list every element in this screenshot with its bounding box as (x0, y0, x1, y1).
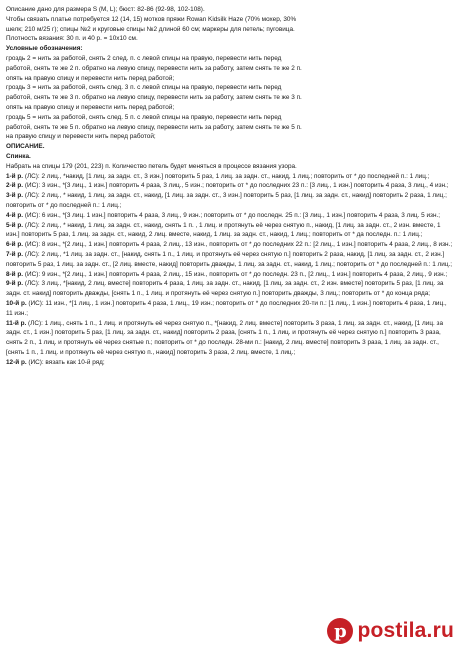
pattern-row (6, 319, 454, 358)
pattern-row (6, 358, 454, 368)
row-number-label: 9-й р. (6, 280, 24, 288)
pattern-row (6, 211, 454, 221)
row-number-label: 8-й р. (6, 270, 24, 278)
back-intro: Набрать на спицы 179 (201, 223) п. Количество петель будет меняться в процессе вязания узора. (6, 162, 297, 170)
legend-line: на правую спицу и перевести нить перед работой; (6, 133, 156, 141)
row-instructions: (ЛС): 2 лиц., * накид, 1 лиц. за задн. ст., накид, снять 1 п. , 1 лиц. и протянуть её через снятую п., накид, [1 лиц. за задн. ст., 2 изн. вместе, 1 изн.] повторить 5 раз, 1 лиц. за задн. ст., накид, 2 лиц. вместе, накид, 1 лиц. за задн. ст., накид, 1 лиц.; повторить от * да последн. п.: 1 лиц.; (6, 221, 441, 239)
row-number-label: 4-й р. (6, 211, 24, 219)
pattern-row (6, 221, 454, 241)
row-instructions: (ЛС): 2 лиц., *накид, [1 лиц. за задн. ст., 3 изн.] повторить 5 раз, 1 лиц. за задн. ст., накид, 1 лиц.; повторить от * до последней п.: 1 лиц.; (23, 172, 430, 180)
row-number-label: 5-й р. (6, 221, 24, 229)
row-instructions: (ИС): 8 изн., *[2 лиц., 1 изн.] повторить 4 раза, 2 лиц., 13 изн., повторить от * до последних 22 п.: [2 лиц., 1 изн.] повторить 4 раза, 2 лиц., 8 изн.; (23, 241, 453, 249)
row-number-label: 3-й р. (6, 192, 24, 200)
intro-line: Плотность вязания: 30 п. и 40 р. = 10х10 см. (6, 35, 138, 43)
legend-line: гроздь 5 = нить за работой, снять след. 5 п. с левой спицы на правую, перевести нить перед (6, 113, 282, 121)
row-instructions: (ЛС): 1 лиц., снять 1 п., 1 лиц. и протянуть её через снятую п., *[накид, 2 лиц. вместе] повторить 3 раза, 1 лиц. за задн. ст., накид, [1 лиц. за задн. ст., 1 изн.] повторить 5 раз, [1 лиц. за задн. ст., накид] повторить 2 раза, [снять 1 п., 1 лиц. и протянуть её через снятую п.] повторить 3 раза, снять 2 п., 1 лиц. и протянуть её через снятые п.; повторить от * до последн. 28-ми п.: [накид, 2 лиц. вместе] повторить 3 раза, 1 лиц. за задн. ст., [снять 1 п., 1 лиц. и протянуть её через снятую п., накид] повторить 3 раза, 2 лиц. вместе, 1 лиц.; (6, 319, 444, 356)
intro-line: Описание дано для размера S (M, L); бюст: 82-86 (92-98, 102-108). (6, 6, 205, 13)
pattern-row (6, 191, 454, 211)
legend-line: работой, снять те же 5 п. обратно на левую спицу, перевести нить за работу, затем снять те же 5 п. (6, 123, 302, 131)
row-instructions: (ИС): 11 изн., *[1 лиц., 1 изн.] повторить 4 раза, 1 лиц., 19 изн.; повторить от * до последних 20-ти п.: [1 лиц., 1 изн.] повторить 4 раза, 1 лиц., 11 изн.; (6, 299, 447, 317)
row-instructions: (ИС): 9 изн., *[2 лиц., 1 изн.] повторить 4 раза, 2 лиц., 15 изн., повторить от * до последн. 23 п., [2 лиц., 1 изн.] повторить 4 раза, 2 лиц., 9 изн.; (23, 270, 448, 278)
row-number-label: 2-й р. (6, 182, 24, 190)
row-number-label: 10-й р. (6, 299, 27, 307)
postila-watermark (327, 618, 454, 644)
intro-line: Чтобы связать платье потребуется 12 (14, 15) мотков пряжи Rowan Kidsilk Haze (70% мохер, 30% (6, 15, 297, 23)
intro-line: шелк; 210 м/25 г); спицы №2 и круговые спицы №2 длиной 60 см; маркеры для петель; пуговица. (6, 25, 295, 33)
row-instructions: (ЛС): 2 лиц., * накид, 1 лиц. за задн. ст., накид, [1 лиц. за задн. ст., 3 изн.] повторить 5 раз, [1 лиц. за задн. ст., накид] повторить 2 раза, 1 лиц.; повторить от * до последней п.: 1 лиц.; (6, 192, 447, 209)
rows-block (6, 172, 454, 368)
row-number-label: 11-й р. (6, 319, 27, 327)
pattern-row (6, 270, 454, 280)
postila-logo-icon: p (327, 618, 353, 644)
row-instructions: (ИС): 6 изн., *[3 лиц. 1 изн.] повторить 4 раза, 3 лиц., 9 изн.; повторить от * до последн. 25 п.: [3 лиц., 1 изн.] повторить 4 раза, 3 лиц. 5 изн.; (23, 211, 441, 219)
row-number-label: 1-й р. (6, 172, 24, 180)
row-instructions: (ЛС): 2 лиц., *1 лиц. за задн. ст., [накид, снять 1 п., 1 лиц. и протянуть её через снятую п.] повторить 2 раза, накид, [1 лиц. за задн. ст., 2 изн.] повторить 5 раз, 1 лиц. за задн. ст., [2 лиц. вместе, накид] повторить дважды, 1 лиц. за задн. ст., накид, 1 лиц.; повторить от * до последней п.: 1 лиц.; (6, 250, 453, 268)
watermark-brand: postila.ru (357, 619, 454, 642)
pattern-row (6, 240, 454, 250)
legend-line: работой, снять те же 2 п. обратно на левую спицу, перевести нить за работу, затем снять те же 2 п. (6, 64, 302, 72)
intro-block (6, 5, 454, 44)
pattern-row (6, 299, 454, 319)
description-title: ОПИСАНИЕ. (6, 143, 45, 151)
pattern-row (6, 279, 454, 299)
back-title: Спинка. (6, 152, 31, 160)
legend-line: гроздь 3 = нить за работой, снять след. 3 п. с левой спицы на правую, перевести нить перед (6, 84, 282, 92)
document-page (6, 5, 454, 367)
pattern-row (6, 250, 454, 270)
legend-line: опять на правую спицу и перевести нить перед работой; (6, 74, 175, 82)
legend-block (6, 54, 454, 142)
legend-title: Условные обозначения: (6, 45, 83, 53)
legend-line: опять на правую спицу и перевести нить перед работой; (6, 103, 175, 111)
legend-line: работой, снять те же 3 п. обратно на левую спицу, перевести нить за работу, затем снять те же 3 п. (6, 94, 302, 102)
row-number-label: 7-й р. (6, 250, 24, 258)
row-instructions: (ЛС): 3 лиц., *[накид, 2 лиц. вместе] повторить 4 раза, 1 лиц. за задн. ст., накид, [1 лиц. за задн. ст., 2 изн. вместе] повторить 5 раз, [1 лиц. за задн. ст. накид] повторить дважды, [снять 1 п., 1 лиц. и протянуть её через снятую п.] повторить дважды, 3 лиц.; повторить от * до конца ряда; (6, 280, 444, 298)
row-number-label: 12-й р. (6, 358, 27, 366)
pattern-row (6, 172, 454, 182)
row-number-label: 6-й р. (6, 241, 24, 249)
pattern-row (6, 181, 454, 191)
row-instructions: (ИС): 3 изн., *[3 лиц., 1 изн.] повторить 4 раза, 3 лиц., 5 изн.; повторить от * до последних 23 п.: [3 лиц., 1 изн.] повторить 4 раза, 3 лиц., 4 изн.; (23, 182, 449, 190)
row-instructions: (ИС): вязать как 10-й ряд; (26, 358, 105, 366)
legend-line: гроздь 2 = нить за работой, снять 2 след. п. с левой спицы на правую, перевести нить перед (6, 54, 282, 62)
